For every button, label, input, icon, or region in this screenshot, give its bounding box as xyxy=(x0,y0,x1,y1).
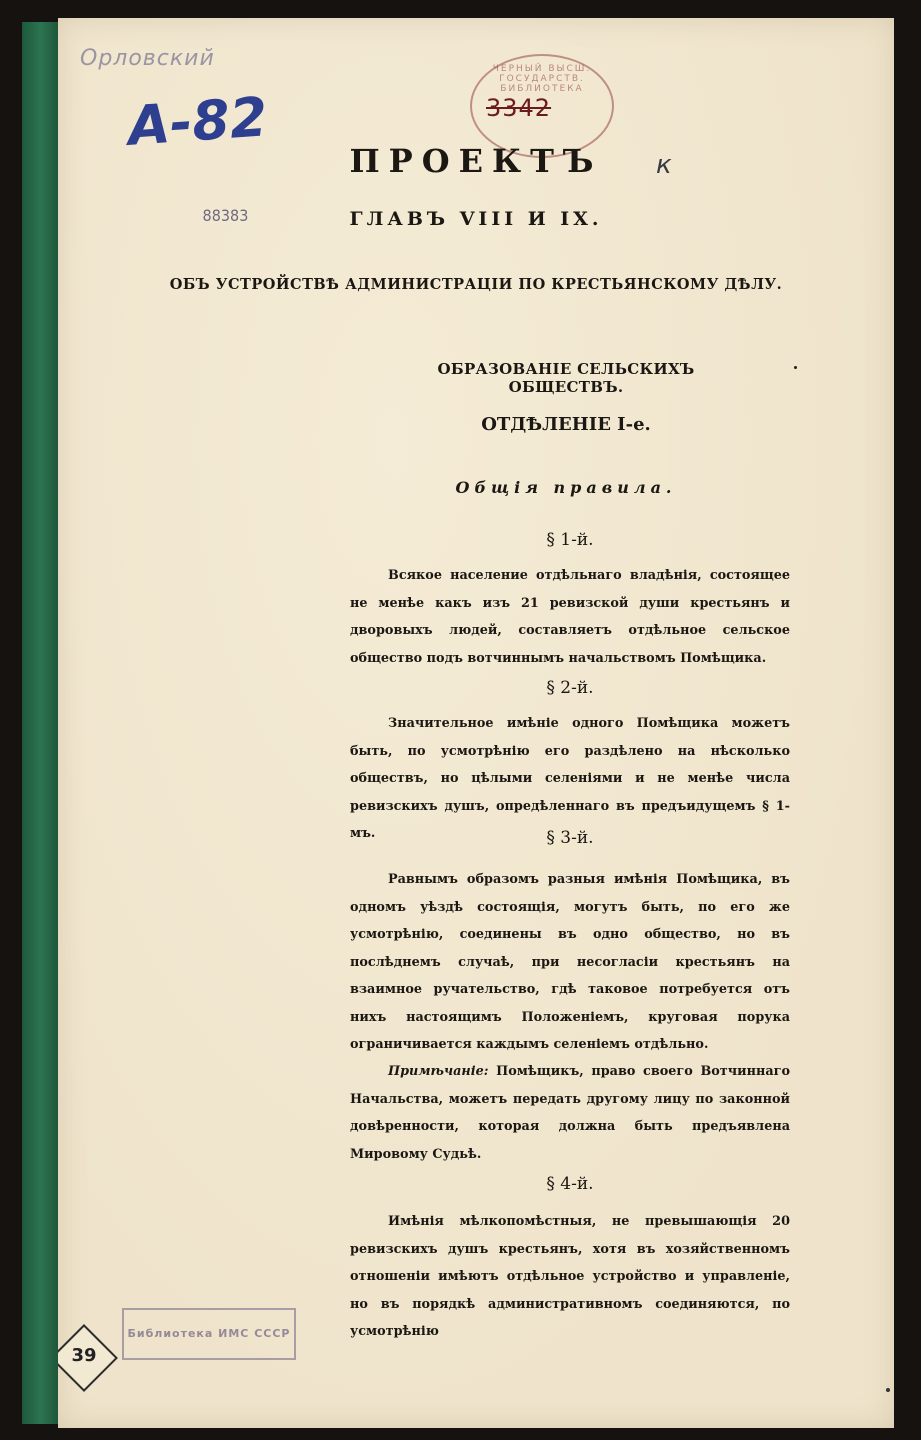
library-stamp: Библиотека ИМС СССР xyxy=(122,1308,296,1360)
paragraph-3-text: Равнымъ образомъ разныя имѣнія Помѣщика, въ одномъ уѣздѣ состоящія, могутъ быть, по его же усмотрѣнію, соединены въ одно общество, но въ послѣднемъ случаѣ, при несогласіи крестьянъ на взаимное ручательство, гдѣ таковое потребуется отъ нихъ настоящимъ Положеніемъ, круговая порука ограничивается каждымъ селеніемъ отдѣльно. xyxy=(350,872,790,1052)
paragraph-sign-1: § 1-й. xyxy=(546,530,594,550)
paragraph-2 xyxy=(350,710,790,848)
page-number: 39 xyxy=(71,1345,97,1366)
note-text: Помѣщикъ, право своего Вотчиннаго Начальства, можетъ передать другому лицу по законной довѣренности, которая должна быть предъявлена Мировому Судьѣ. xyxy=(350,1064,790,1162)
paragraph-3 xyxy=(350,866,790,1059)
paragraph-sign-4: § 4-й. xyxy=(546,1174,594,1194)
paragraph-4-text: Имѣнія мѣлкопомѣстныя, не превышающія 20 ревизскихъ душъ крестьянъ, хотя въ хозяйственномъ отношеніи имѣютъ отдѣльное устройство и управленіе, но въ порядкѣ административномъ соединяются, по усмотрѣнію xyxy=(350,1214,790,1339)
ink-speck xyxy=(886,1388,890,1392)
inventory-number: 88383 xyxy=(202,206,249,225)
stamp-number: 3342 xyxy=(486,94,552,122)
section-title: ОБРАЗОВАНІЕ СЕЛЬСКИХЪ ОБЩЕСТВЪ. xyxy=(437,360,695,396)
shelfmark: A-82 xyxy=(125,85,270,158)
note-block xyxy=(350,1058,790,1168)
paragraph-4 xyxy=(350,1208,790,1346)
paragraph-1-text: Всякое население отдѣльнаго владѣнія, состоящее не менѣе какъ изъ 21 ревизской души крестьянъ и дворовыхъ людей, составляетъ отдѣльное сельское общество подъ вотчиннымъ начальствомъ Помѣщика. xyxy=(350,568,790,666)
paragraph-1 xyxy=(350,562,790,672)
document-heading: ОБЪ УСТРОЙСТВѢ АДМИНИСТРАЦІИ ПО КРЕСТЬЯНСКОМУ ДѢЛУ. xyxy=(169,276,783,293)
ink-dot xyxy=(794,366,797,369)
paragraph-sign-2: § 2-й. xyxy=(546,678,594,698)
note-label: Примѣчаніе: xyxy=(388,1064,489,1079)
paragraph-sign-3: § 3-й. xyxy=(546,828,594,848)
department-title: ОТДѢЛЕНІЕ I-е. xyxy=(481,414,651,435)
document-page xyxy=(58,18,894,1428)
oval-stamp-text: ЧЕРНЫЙ ВЫСШ. ГОСУДАРСТВ. БИБЛИОТЕКА xyxy=(492,64,592,94)
document-title: ПРОЕКТЪ xyxy=(349,142,603,180)
document-subtitle: ГЛАВЪ VIII И IX. xyxy=(349,208,603,230)
pencil-mark: к xyxy=(656,150,672,180)
handwritten-annotation: Орловский xyxy=(80,46,215,71)
general-rules-heading: Общія правила. xyxy=(455,478,677,497)
paragraph-2-text: Значительное имѣніе одного Помѣщика можетъ быть, по усмотрѣнію его раздѣлено на нѣсколько обществъ, но цѣлыми селеніями и не менѣе числа ревизскихъ душъ, опредѣленнаго въ предъидущемъ § 1-мъ. xyxy=(350,716,790,841)
